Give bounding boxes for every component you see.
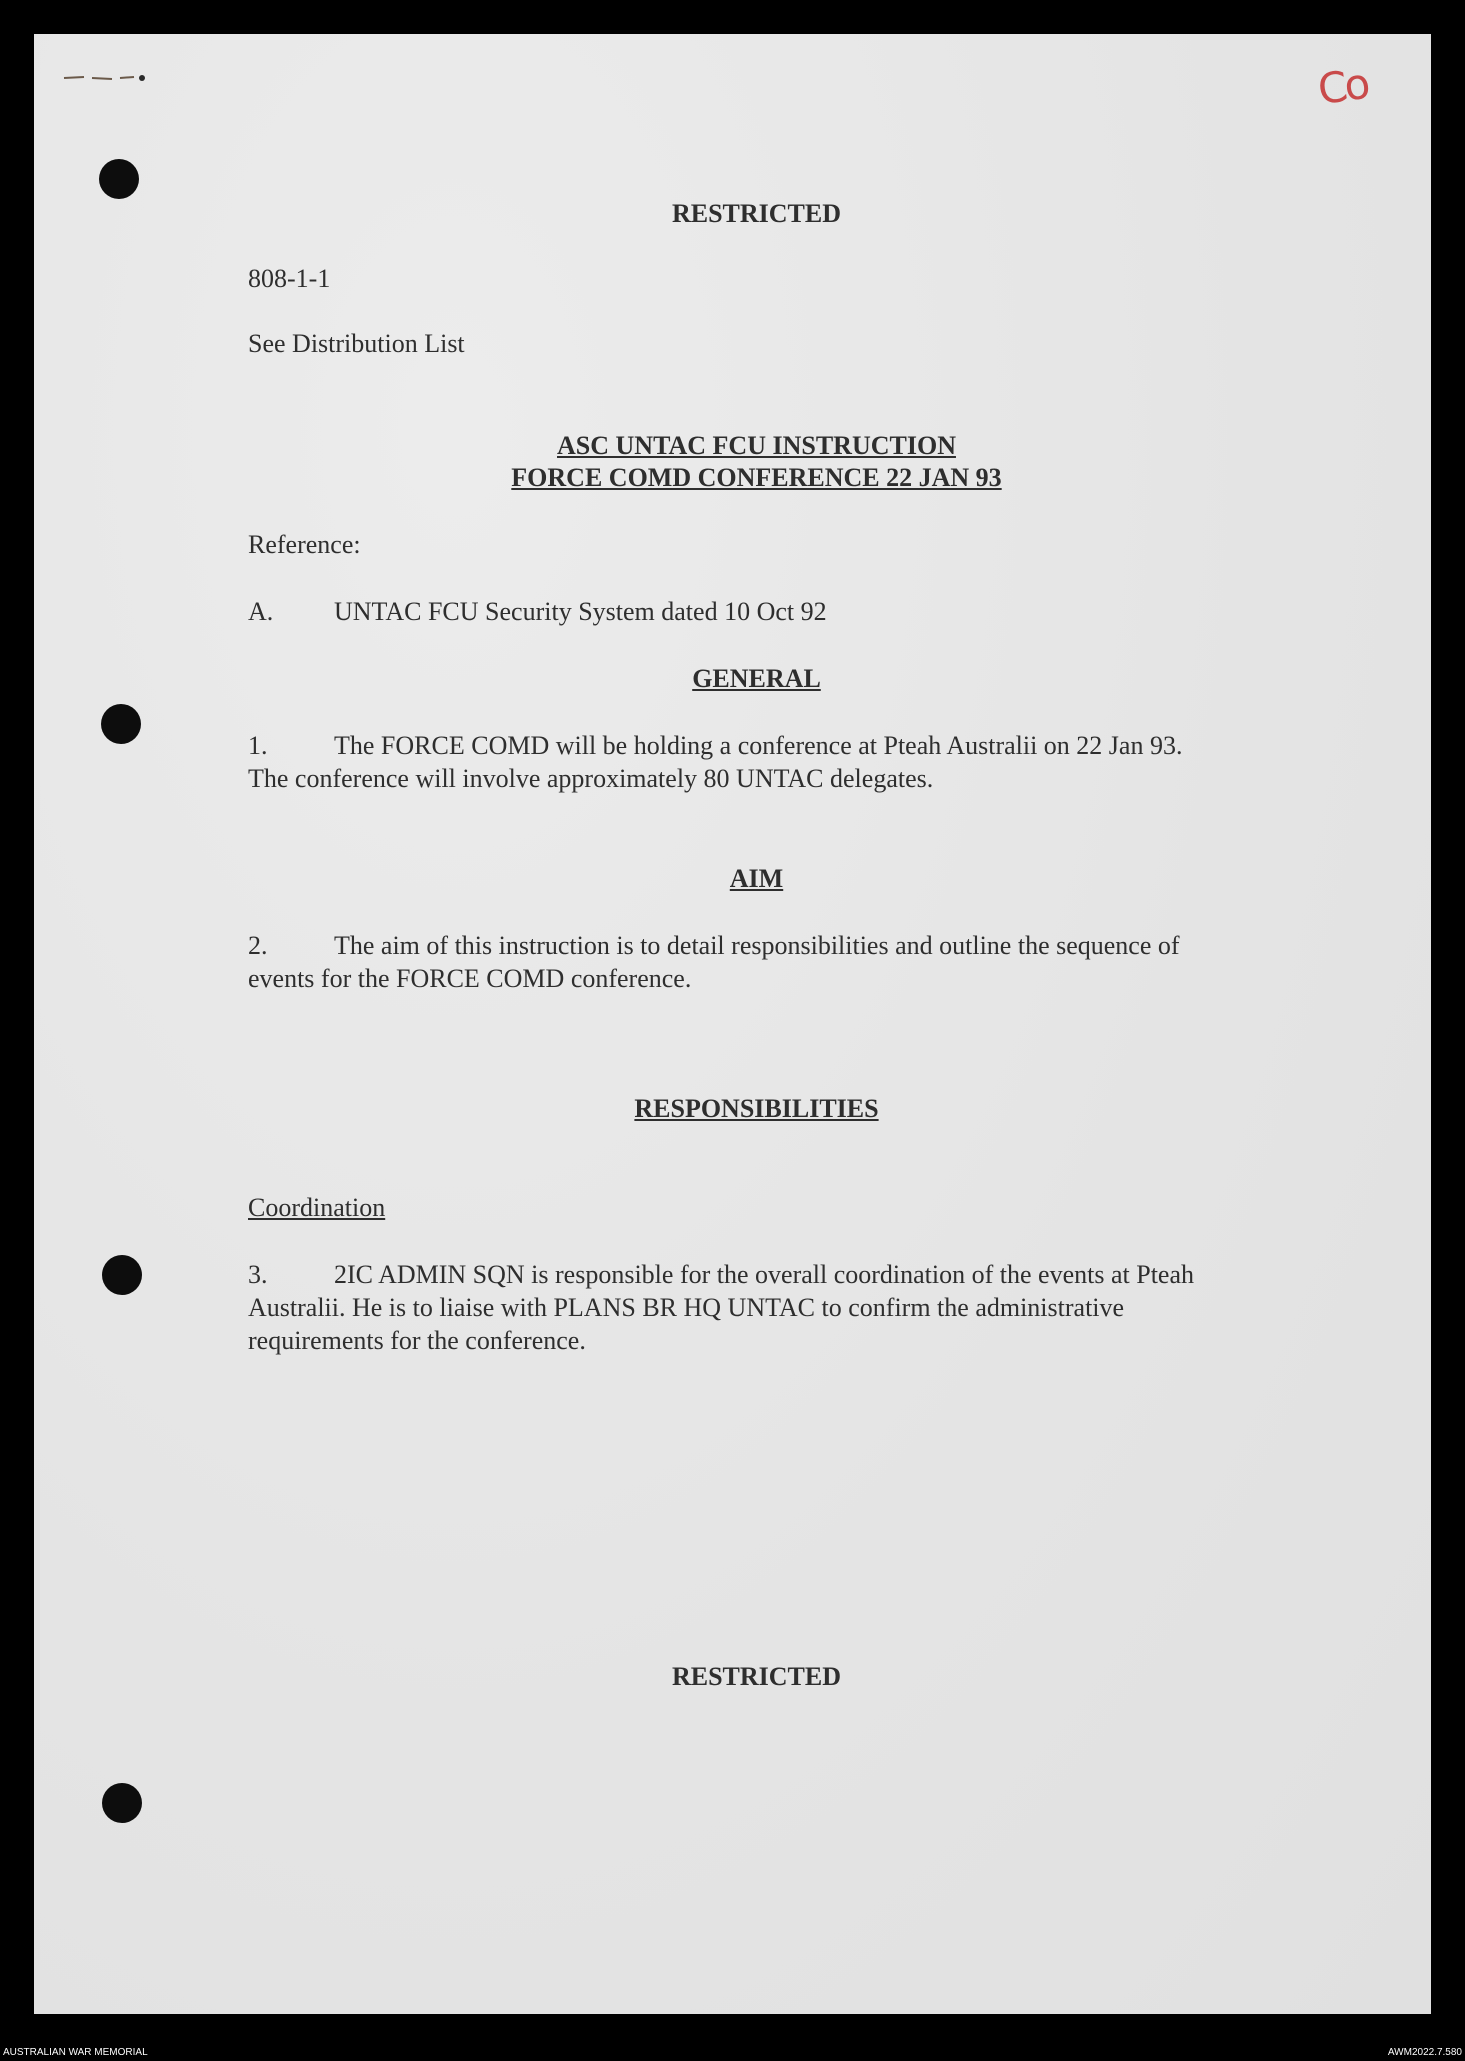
punch-hole xyxy=(99,159,139,199)
paragraph-text: requirements for the conference. xyxy=(248,1326,586,1355)
handwritten-mark: Co xyxy=(1314,58,1371,115)
heading-general: GENERAL xyxy=(692,664,821,693)
staple-mark xyxy=(62,74,152,82)
paragraph-text: Australii. He is to liaise with PLANS BR HQ UNTAC to confirm the administrative xyxy=(248,1293,1125,1322)
addressee: See Distribution List xyxy=(248,329,465,358)
reference-item-a xyxy=(248,595,1308,628)
heading-aim: AIM xyxy=(729,864,784,893)
paragraph-1 xyxy=(248,729,1308,795)
header-classification: RESTRICTED xyxy=(671,199,842,228)
paragraph-3 xyxy=(248,1258,1308,1357)
reference-item-letter: A. xyxy=(248,597,274,626)
paragraph-text: 2IC ADMIN SQN is responsible for the overall coordination of the events at Pteah xyxy=(334,1260,1194,1289)
reference-label: Reference: xyxy=(248,530,361,559)
punch-hole xyxy=(101,704,141,744)
archive-label: AUSTRALIAN WAR MEMORIAL xyxy=(3,2047,148,2058)
punch-hole xyxy=(102,1783,142,1823)
paragraph-text: The conference will involve approximately 80 UNTAC delegates. xyxy=(248,764,934,793)
heading-responsibilities: RESPONSIBILITIES xyxy=(634,1094,879,1123)
footer-classification: RESTRICTED xyxy=(671,1662,842,1691)
document-page xyxy=(34,34,1431,2014)
paragraph-text: The aim of this instruction is to detail responsibilities and outline the sequence of xyxy=(334,931,1180,960)
paragraph-2 xyxy=(248,929,1308,995)
paragraph-text: The FORCE COMD will be holding a conference at Pteah Australii on 22 Jan 93. xyxy=(334,731,1183,760)
title-line-2: FORCE COMD CONFERENCE 22 JAN 93 xyxy=(511,463,1002,492)
paragraph-text: events for the FORCE COMD conference. xyxy=(248,964,692,993)
paragraph-number: 1. xyxy=(248,731,268,760)
subheading-coordination: Coordination xyxy=(248,1193,386,1222)
paragraph-number: 2. xyxy=(248,931,268,960)
reference-item-text: UNTAC FCU Security System dated 10 Oct 92 xyxy=(334,597,827,626)
punch-hole xyxy=(102,1255,142,1295)
title-line-1: ASC UNTAC FCU INSTRUCTION xyxy=(557,431,956,460)
paragraph-number: 3. xyxy=(248,1260,268,1289)
archive-item-id: AWM2022.7.580 xyxy=(1387,2047,1462,2058)
file-reference: 808-1-1 xyxy=(248,264,331,293)
